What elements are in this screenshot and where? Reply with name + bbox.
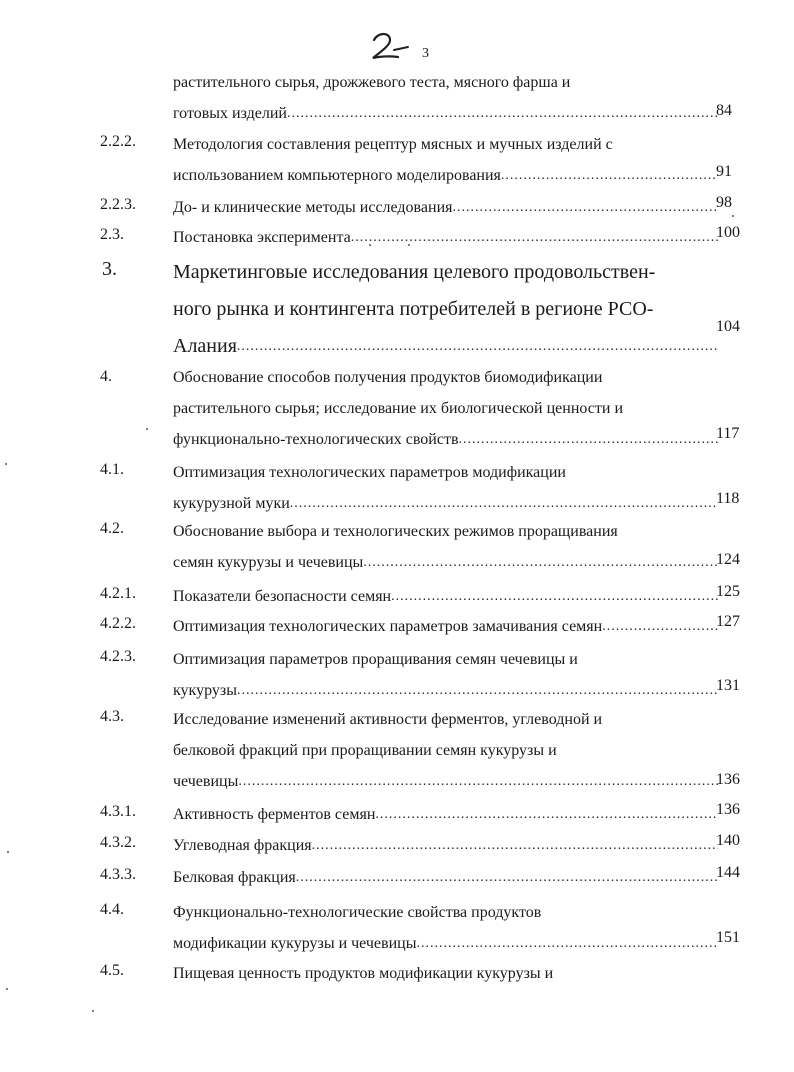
toc-page: 84 [716, 102, 732, 119]
leader-dots [602, 611, 718, 642]
toc-title-line: Оптимизация технологических параметров замачивания семян ..... [173, 611, 718, 642]
toc-number: 2.3. [100, 226, 124, 243]
toc-number: 4.3.2. [100, 834, 136, 851]
toc-title-line: До- и клинические методы исследования ..... [173, 192, 718, 223]
leader-dots [501, 160, 718, 191]
toc-title-line: Маркетинговые исследования целевого продовольствен- [173, 261, 656, 283]
toc-number: 4.2. [100, 520, 124, 537]
toc-title-line: Обоснование выбора и технологических режимов проращивания [173, 523, 618, 540]
toc-number: 2.2.3. [100, 196, 136, 213]
leader-dots [416, 928, 718, 959]
toc-page: 124 [716, 551, 740, 568]
toc-title [173, 457, 718, 519]
toc-number: 4.4. [100, 901, 124, 918]
toc-page: 127 [716, 613, 740, 630]
toc-page: 151 [716, 929, 740, 946]
toc-page: 91 [716, 163, 732, 180]
toc-page: 136 [716, 771, 740, 788]
toc-number: 4.2.1. [100, 585, 136, 602]
toc-title-line: Оптимизация технологических параметров модификации [173, 464, 566, 481]
toc-title-line: ного рынка и контингента потребителей в регионе РСО- [173, 298, 654, 320]
toc-number: 3. [102, 258, 117, 280]
toc-title [173, 830, 718, 861]
toc-title [173, 67, 718, 129]
toc-title-line: кукурузы ..... [173, 675, 718, 706]
toc-page: 136 [716, 801, 740, 818]
toc-title [173, 611, 718, 642]
leader-dots [290, 488, 718, 519]
toc-page: 131 [716, 677, 740, 694]
toc-title [173, 862, 718, 893]
leader-dots [237, 675, 718, 706]
toc-title [173, 704, 718, 797]
toc-number: 4.2.2. [100, 615, 136, 632]
toc-title [173, 958, 718, 989]
toc-title-line: Оптимизация параметров проращивания семян чечевицы и [173, 651, 578, 668]
page-number: 3 [422, 46, 429, 61]
toc-title [173, 192, 718, 223]
toc-title-line: Методология составления рецептур мясных и мучных изделий с [173, 136, 613, 153]
toc-title-line: Обоснование способов получения продуктов биомодификации [173, 369, 603, 386]
leader-dots [375, 799, 718, 830]
toc-title-line: белковой фракций при проращивании семян кукурузы и [173, 742, 557, 759]
leader-dots [237, 328, 718, 365]
page-header [360, 30, 480, 64]
toc-page: 140 [716, 832, 740, 849]
toc-number: 4.3.3. [100, 866, 136, 883]
leader-dots [363, 547, 718, 578]
leader-dots [312, 830, 718, 861]
scan-speck [6, 988, 8, 990]
toc-title-line: Функционально-технологические свойства продуктов [173, 904, 542, 921]
toc-title-line: кукурузной муки ..... [173, 488, 718, 519]
toc-page: 100 [716, 224, 740, 241]
scan-speck [92, 1010, 94, 1012]
toc-title-line: Белковая фракция ..... [173, 862, 718, 893]
toc-page: 144 [716, 864, 740, 881]
toc-number: 4.5. [100, 962, 124, 979]
toc-title-line: готовых изделий ..... [173, 98, 718, 129]
toc-title-line: растительного сырья, дрожжевого теста, мясного фарша и [173, 74, 571, 91]
toc-page: 104 [716, 318, 740, 335]
scan-speck [5, 463, 7, 465]
scan-speck [146, 428, 148, 430]
leader-dots [452, 192, 718, 223]
scan-speck [7, 851, 9, 853]
leader-dots [351, 222, 718, 253]
leader-dots [391, 581, 718, 612]
toc-title-line: Показатели безопасности семян ..... [173, 581, 718, 612]
toc-number: 4.2.3. [100, 648, 136, 665]
leader-dots [459, 424, 719, 455]
scan-speck [408, 244, 410, 246]
toc-title-line: Пищевая ценность продуктов модификации кукурузы и [173, 965, 554, 982]
toc-title-line: растительного сырья; исследование их биологической ценности и [173, 400, 624, 417]
toc-title [173, 897, 718, 959]
leader-dots [287, 98, 718, 129]
toc-title [173, 799, 718, 830]
toc-title [173, 516, 718, 578]
toc-title-line: функционально-технологических свойств ..... [173, 424, 718, 455]
toc-page: 98 [716, 194, 732, 211]
toc-number: 4. [100, 368, 112, 385]
leader-dots [238, 766, 718, 797]
toc-title-line: модификации кукурузы и чечевицы ..... [173, 928, 718, 959]
scan-speck [732, 215, 734, 217]
toc-page: 125 [716, 583, 740, 600]
toc-title-line: использованием компьютерного моделирования ..... [173, 160, 718, 191]
toc-number: 4.3.1. [100, 803, 136, 820]
toc-title [173, 129, 718, 191]
toc-title [173, 362, 718, 455]
toc-title [173, 222, 718, 253]
toc-title-line: чечевицы ..... [173, 766, 718, 797]
toc-number: 4.3. [100, 708, 124, 725]
toc-title-line: Постановка эксперимента ..... [173, 222, 718, 253]
scan-speck [369, 244, 371, 246]
toc-title [173, 254, 718, 365]
toc-title [173, 581, 718, 612]
toc-title-line: Углеводная фракция ..... [173, 830, 718, 861]
toc-title-line: семян кукурузы и чечевицы ..... [173, 547, 718, 578]
toc-page: 117 [716, 425, 740, 442]
toc-title-line: Алания ..... [173, 328, 718, 365]
toc-title [173, 644, 718, 706]
toc-number: 4.1. [100, 461, 124, 478]
toc-number: 2.2.2. [100, 133, 136, 150]
toc-title-line: Исследование изменений активности ферментов, углеводной и [173, 711, 603, 728]
toc-title-line: Активность ферментов семян ..... [173, 799, 718, 830]
leader-dots [296, 862, 718, 893]
toc-page: 118 [716, 490, 740, 507]
handwritten-page-mark [368, 30, 410, 64]
